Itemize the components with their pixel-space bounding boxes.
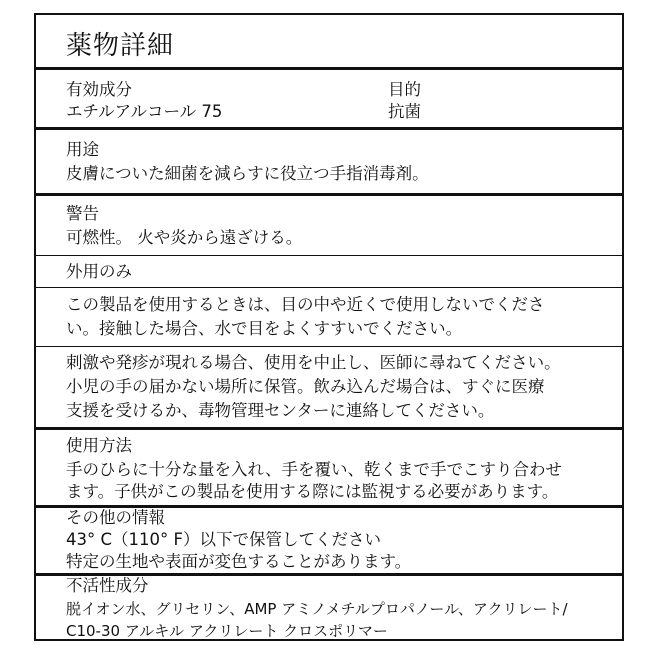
- stop-use-line: 刺激や発疹が現れる場合、使用を中止し、医師に尋ねてください。: [66, 353, 561, 372]
- divider: [36, 67, 622, 70]
- inactive-ingredients-line: C10-30 アルキル アクリレート クロスポリマー: [66, 622, 388, 640]
- purpose-value: 抗菌: [388, 102, 421, 121]
- divider: [36, 346, 622, 347]
- uses-heading: 用途: [66, 140, 99, 159]
- other-info-line: 特定の生地や表面が変色することがあります。: [66, 552, 412, 571]
- divider: [36, 193, 622, 196]
- uses-text: 皮膚についた細菌を減らすに役立つ手指消毒剤。: [66, 164, 429, 183]
- divider: [36, 287, 622, 288]
- inactive-ingredients-heading: 不活性成分: [66, 576, 149, 595]
- divider: [36, 255, 622, 256]
- other-info-line: 43° C（110° F）以下で保管してください: [66, 530, 381, 549]
- eyes-warning-line: い。接触した場合、水で目をよくすすいでください。: [66, 319, 463, 338]
- label-title: 薬物詳細: [66, 31, 175, 61]
- active-ingredient-value: エチルアルコール 75: [66, 102, 223, 121]
- stop-use-line: 小児の手の届かない場所に保管。飲み込んだ場合は、すぐに医療: [66, 377, 545, 396]
- external-use-heading: 外用のみ: [66, 262, 132, 281]
- eyes-warning-line: この製品を使用するときは、目の中や近くで使用しないでくださ: [66, 295, 545, 314]
- divider: [36, 427, 622, 430]
- directions-heading: 使用方法: [66, 436, 132, 455]
- divider: [36, 127, 622, 130]
- directions-line: 手のひらに十分な量を入れ、手を覆い、乾くまで手でこすり合わせ: [66, 460, 562, 479]
- other-info-heading: その他の情報: [66, 508, 165, 527]
- warnings-flammable: 可燃性。 火や炎から遠ざける。: [66, 228, 303, 247]
- warnings-heading: 警告: [66, 204, 99, 223]
- purpose-heading: 目的: [388, 80, 421, 99]
- inactive-ingredients-line: 脱イオン水、グリセリン、AMP アミノメチルプロパノール、アクリレート/: [66, 600, 568, 618]
- active-ingredient-heading: 有効成分: [66, 80, 132, 99]
- directions-line: ます。子供がこの製品を使用する際には監視する必要があります。: [66, 482, 559, 501]
- drug-facts-label: [34, 13, 624, 641]
- stop-use-line: 支援を受けるか、毒物管理センターに連絡してください。: [66, 401, 495, 420]
